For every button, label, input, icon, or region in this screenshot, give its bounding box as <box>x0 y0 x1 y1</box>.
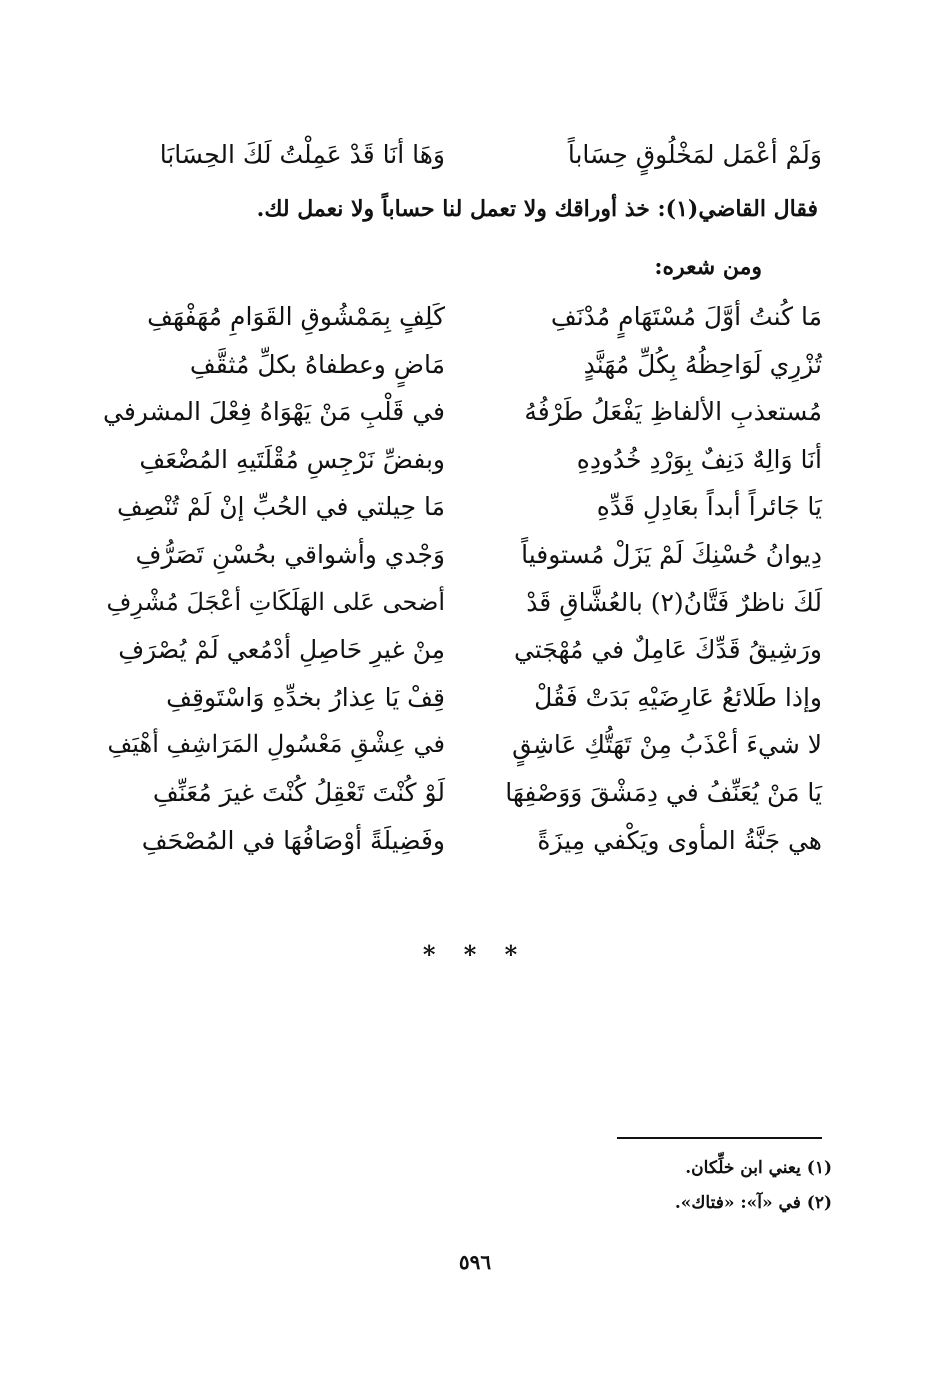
poem-verse-left: أضحى عَلى الهَلَكَاتِ أعْجَلَ مُشْرِفِ <box>106 588 445 616</box>
opening-verse-right: وَلَمْ أعْمَل لمَخْلُوقٍ حِسَاباً <box>567 140 822 169</box>
poem-verse-left: لَوْ كُنْتَ تَعْقِلُ كُنْتَ غيرَ مُعَنِّفِ <box>152 778 445 807</box>
poem-verse-right: يَا جَائراً أبداً بعَادِلِ قَدِّهِ <box>596 492 822 521</box>
prose-line: فقال القاضي(١): خذ أوراقك ولا تعمل لنا حساباً ولا نعمل لك. <box>256 196 818 222</box>
footnote-1: (١) يعني ابن خلِّكان. <box>685 1158 832 1178</box>
poem-verse-right: أنَا وَالِهٌ دَنِفٌ بِوَرْدِ خُدُودِهِ <box>576 445 822 474</box>
poem-verse-right: لا شيءَ أعْذَبُ مِنْ تَهَتُّكِ عَاشِقٍ <box>512 730 822 759</box>
poem-verse-left: مَاضٍ وعطفاهُ بكلِّ مُثقَّفِ <box>189 350 445 379</box>
poem-verse-right: لَكَ ناظرٌ فَتَّانُ(٢) بالعُشَّاقِ قَدْ <box>526 588 822 617</box>
poem-verse-right: مُستعذبِ الألفاظِ يَفْعَلُ طَرْفُهُ <box>524 397 822 426</box>
poem-verse-right: هي جَنَّةُ المأوى ويَكْفي مِيزَةً <box>537 826 822 855</box>
opening-verse-left: وَهَا أنَا قَدْ عَمِلْتُ لَكَ الحِسَابَا <box>159 140 445 169</box>
poem-verse-left: وفَضِيلَةً أوْصَافُهَا في المُصْحَفِ <box>141 826 445 855</box>
poem-verse-left: مَا حِيلتي في الحُبِّ إنْ لَمْ تُنْصِفِ <box>116 492 445 521</box>
poem-verse-right: مَا كُنتُ أوَّلَ مُسْتَهَامٍ مُدْنَفِ <box>550 302 822 331</box>
poem-verse-right: تُزْرِي لَوَاحِظُهُ بِكُلِّ مُهَنَّدٍ <box>583 350 822 379</box>
poem-verse-left: قِفْ يَا عِذارُ بخدِّهِ وَاسْتَوقِفِ <box>166 683 445 712</box>
poem-verse-right: وإذا طَلائعُ عَارِضَيْهِ بَدَتْ فَقُلْ <box>534 683 822 712</box>
poem-intro: ومن شعره: <box>654 254 762 280</box>
poem-verse-right: ورَشِيقُ قَدِّكَ عَامِلٌ في مُهْجَتي <box>513 635 822 664</box>
poem-verse-left: في قَلْبِ مَنْ يَهْوَاهُ فِعْلَ المشرفي <box>102 397 445 426</box>
poem-verse-left: في عِشْقِ مَعْسُولِ المَرَاشِفِ أهْيَفِ <box>107 730 445 758</box>
poem-verse-right: دِيوانُ حُسْنِكَ لَمْ يَزَلْ مُستوفياً <box>521 540 822 569</box>
poem-verse-left: كَلِفٍ بِمَمْشُوقِ القَوَامِ مُهَفْهَفِ <box>147 302 445 331</box>
footnote-divider <box>617 1137 822 1139</box>
poem-verse-left: وبفضِّ نَرْجِسِ مُقْلَتَيهِ المُضْعَفِ <box>139 445 445 474</box>
page-number: ٥٩٦ <box>458 1250 492 1274</box>
poem-verse-right: يَا مَنْ يُعَنِّفُ في دِمَشْقَ وَوَصْفِهَا <box>505 778 822 807</box>
poem-verse-left: وَجْدي وأشواقي بحُسْنِ تَصَرُّفِ <box>135 540 445 569</box>
footnote-2: (٢) في «آ»: «فتاك». <box>674 1193 832 1213</box>
poem-verse-left: مِنْ غيرِ حَاصِلِ أدْمُعي لَمْ يُصْرَفِ <box>118 635 445 664</box>
section-separator: * * * <box>422 940 528 969</box>
